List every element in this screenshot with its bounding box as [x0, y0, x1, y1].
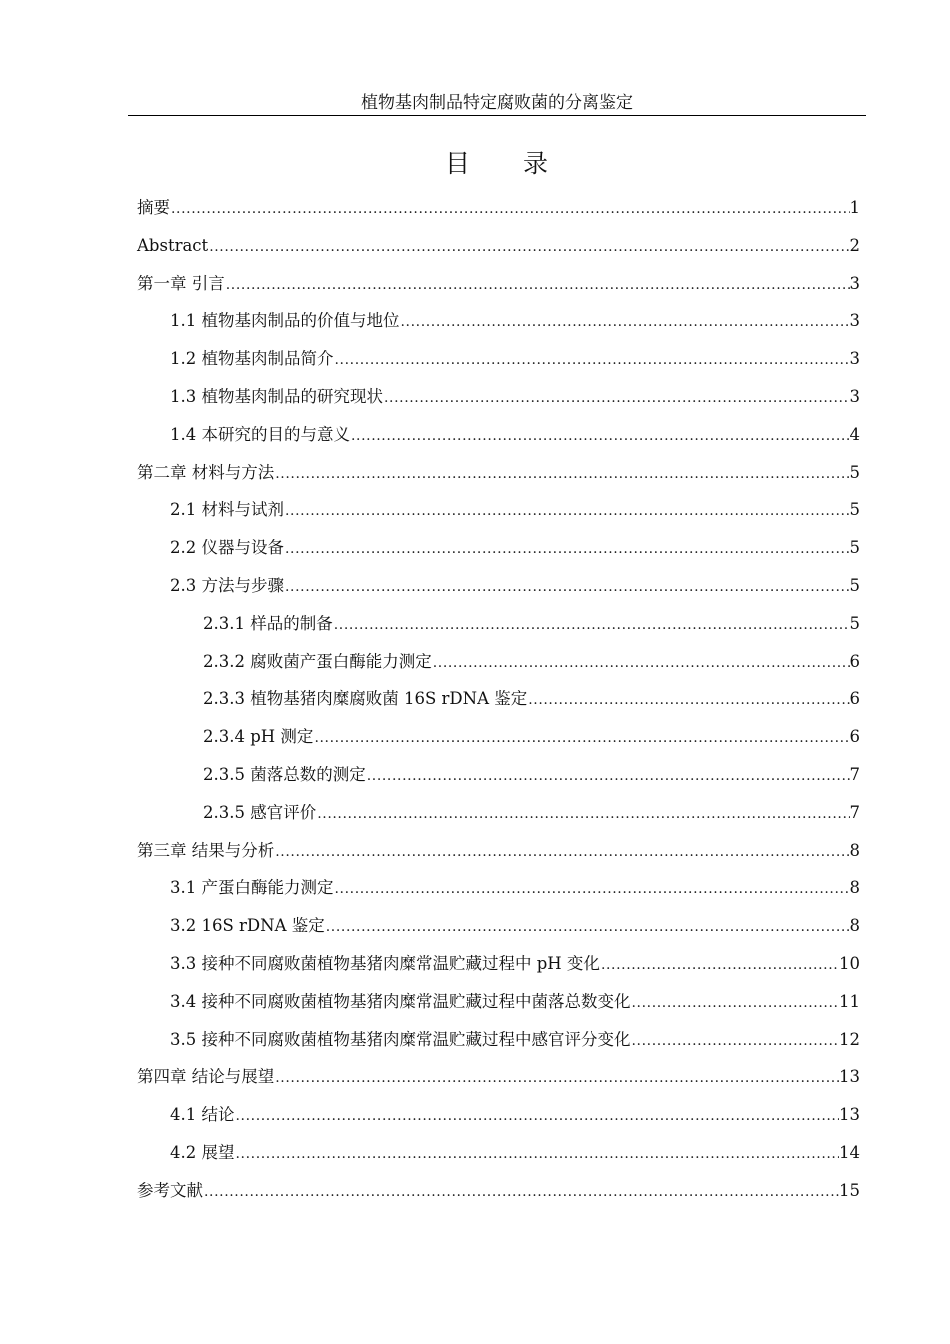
- toc-dot-leader: [601, 953, 839, 977]
- toc-entry[interactable]: [170, 423, 860, 447]
- toc-entry[interactable]: [170, 385, 860, 409]
- toc-dot-leader: [326, 915, 850, 939]
- toc-entry[interactable]: [170, 536, 860, 560]
- toc-entry-label: 2.3.2 腐败菌产蛋白酶能力测定: [203, 651, 432, 671]
- toc-dot-leader: [285, 575, 850, 599]
- toc-entry-label: 2.1 材料与试剂: [170, 500, 284, 520]
- toc-entry-label: 3.2 16S rDNA 鉴定: [170, 916, 325, 936]
- toc-entry-page: 11: [839, 991, 860, 1011]
- toc-entry-page: 5: [849, 500, 860, 520]
- toc-entry-page: 2: [849, 235, 860, 255]
- toc-dot-leader: [632, 991, 840, 1015]
- toc-entry-label: 2.3 方法与步骤: [170, 576, 284, 595]
- toc-entry-label: 2.3.4 pH 测定: [203, 727, 314, 747]
- toc-entry-page: 3: [849, 387, 860, 406]
- toc-dot-leader: [335, 877, 850, 901]
- toc-entry-label: 1.2 植物基肉制品简介: [170, 349, 334, 369]
- toc-entry-label: 第三章 结果与分析: [137, 840, 275, 860]
- toc-entry[interactable]: [170, 1141, 860, 1165]
- toc-entry-page: 13: [839, 1067, 860, 1087]
- toc-dot-leader: [275, 840, 849, 864]
- toc-entry[interactable]: [170, 914, 860, 938]
- toc-entry-page: 8: [849, 916, 860, 936]
- toc-entry-label: 第一章 引言: [137, 273, 225, 293]
- toc-dot-leader: [433, 651, 850, 675]
- toc-dot-leader: [204, 1180, 839, 1204]
- toc-entry-label: 2.3.1 样品的制备: [203, 613, 333, 633]
- toc-entry-label: 1.3 植物基肉制品的研究现状: [170, 387, 383, 406]
- toc-entry-page: 3: [849, 273, 860, 293]
- toc-dot-leader: [401, 310, 850, 334]
- toc-dot-leader: [384, 386, 850, 410]
- header-rule: [128, 115, 866, 116]
- toc-entry-page: 10: [839, 954, 860, 973]
- toc-entry-page: 3: [849, 349, 860, 369]
- toc-dot-leader: [351, 424, 850, 448]
- toc-entry[interactable]: [170, 498, 860, 522]
- toc-dot-leader: [226, 273, 850, 297]
- toc-dot-leader: [314, 726, 849, 750]
- toc-dot-leader: [367, 764, 850, 788]
- toc-entry[interactable]: [170, 876, 860, 900]
- toc-entry-page: 13: [839, 1105, 860, 1125]
- toc-entry-page: 5: [849, 613, 860, 633]
- toc-dot-leader: [334, 613, 850, 637]
- toc-entry-page: 8: [849, 840, 860, 860]
- toc-dot-leader: [171, 197, 850, 221]
- toc-entry[interactable]: [137, 1065, 860, 1089]
- toc-entry-page: 12: [839, 1029, 860, 1049]
- toc-entry[interactable]: [170, 309, 860, 333]
- toc-entry[interactable]: [170, 574, 860, 598]
- toc-entry-page: 7: [849, 802, 860, 822]
- toc-entry-label: 2.3.5 感官评价: [203, 802, 317, 822]
- toc-entry-label: 1.4 本研究的目的与意义: [170, 424, 350, 444]
- toc-entry[interactable]: [170, 990, 860, 1014]
- toc-entry-page: 7: [849, 765, 860, 784]
- toc-dot-leader: [209, 235, 849, 259]
- toc-entry-label: 2.2 仪器与设备: [170, 538, 284, 558]
- toc-entry-label: 3.1 产蛋白酶能力测定: [170, 878, 334, 898]
- toc-entry-page: 6: [849, 651, 860, 671]
- toc-entry[interactable]: [203, 612, 860, 636]
- toc-entry[interactable]: [137, 461, 860, 485]
- toc-entry[interactable]: [137, 839, 860, 863]
- toc-entry[interactable]: [203, 801, 860, 825]
- toc-title: 目 录: [444, 149, 549, 178]
- toc-entry-page: 6: [849, 727, 860, 747]
- toc-entry[interactable]: [170, 1103, 860, 1127]
- toc-entry-page: 6: [849, 689, 860, 709]
- toc-entry[interactable]: [137, 234, 860, 258]
- toc-entry[interactable]: [137, 196, 860, 220]
- toc-dot-leader: [335, 348, 850, 372]
- toc-dot-leader: [285, 499, 850, 523]
- toc-entry-page: 3: [849, 311, 860, 331]
- toc-entry-page: 15: [839, 1180, 860, 1200]
- toc-dot-leader: [285, 537, 850, 561]
- toc-entry-page: 1: [849, 198, 860, 217]
- toc-entry[interactable]: [203, 687, 860, 711]
- toc-entry-label: 摘要: [137, 198, 170, 217]
- toc-entry-label: 3.3 接种不同腐败菌植物基猪肉糜常温贮藏过程中 pH 变化: [170, 954, 600, 973]
- toc-entry-label: 4.2 展望: [170, 1143, 235, 1162]
- toc-entry[interactable]: [170, 347, 860, 371]
- toc-entry-label: 2.3.3 植物基猪肉糜腐败菌 16S rDNA 鉴定: [203, 689, 528, 709]
- toc-entry[interactable]: [203, 725, 860, 749]
- toc-dot-leader: [275, 1066, 839, 1090]
- toc-entry[interactable]: [137, 272, 860, 296]
- toc-entry[interactable]: [170, 952, 860, 976]
- toc-entry-page: 5: [849, 576, 860, 595]
- toc-entry-label: 参考文献: [137, 1180, 203, 1200]
- toc-entry-label: 3.5 接种不同腐败菌植物基猪肉糜常温贮藏过程中感官评分变化: [170, 1029, 631, 1049]
- toc-entry-label: 1.1 植物基肉制品的价值与地位: [170, 311, 400, 331]
- toc-entry-page: 5: [849, 462, 860, 482]
- toc-entry-page: 14: [839, 1143, 860, 1162]
- toc-dot-leader: [275, 462, 849, 486]
- toc-entry[interactable]: [137, 1179, 860, 1203]
- toc-dot-leader: [528, 688, 849, 712]
- toc-entry-page: 8: [849, 878, 860, 898]
- toc-dot-leader: [236, 1104, 840, 1128]
- toc-entry-label: 3.4 接种不同腐败菌植物基猪肉糜常温贮藏过程中菌落总数变化: [170, 991, 631, 1011]
- toc-entry-label: 第二章 材料与方法: [137, 462, 275, 482]
- toc-entry-label: 4.1 结论: [170, 1105, 235, 1125]
- toc-entry[interactable]: [203, 763, 860, 787]
- running-header: 植物基肉制品特定腐败菌的分离鉴定: [361, 93, 633, 113]
- toc-entry-label: 2.3.5 菌落总数的测定: [203, 765, 366, 784]
- toc-dot-leader: [236, 1142, 840, 1166]
- toc-dot-leader: [632, 1029, 840, 1053]
- toc-entry-page: 5: [849, 538, 860, 558]
- toc-entry-label: 第四章 结论与展望: [137, 1067, 275, 1087]
- toc-entry[interactable]: [170, 1028, 860, 1052]
- toc-entry[interactable]: [203, 650, 860, 674]
- toc-entry-label: Abstract: [137, 235, 209, 255]
- toc-entry-page: 4: [849, 424, 860, 444]
- toc-dot-leader: [317, 802, 849, 826]
